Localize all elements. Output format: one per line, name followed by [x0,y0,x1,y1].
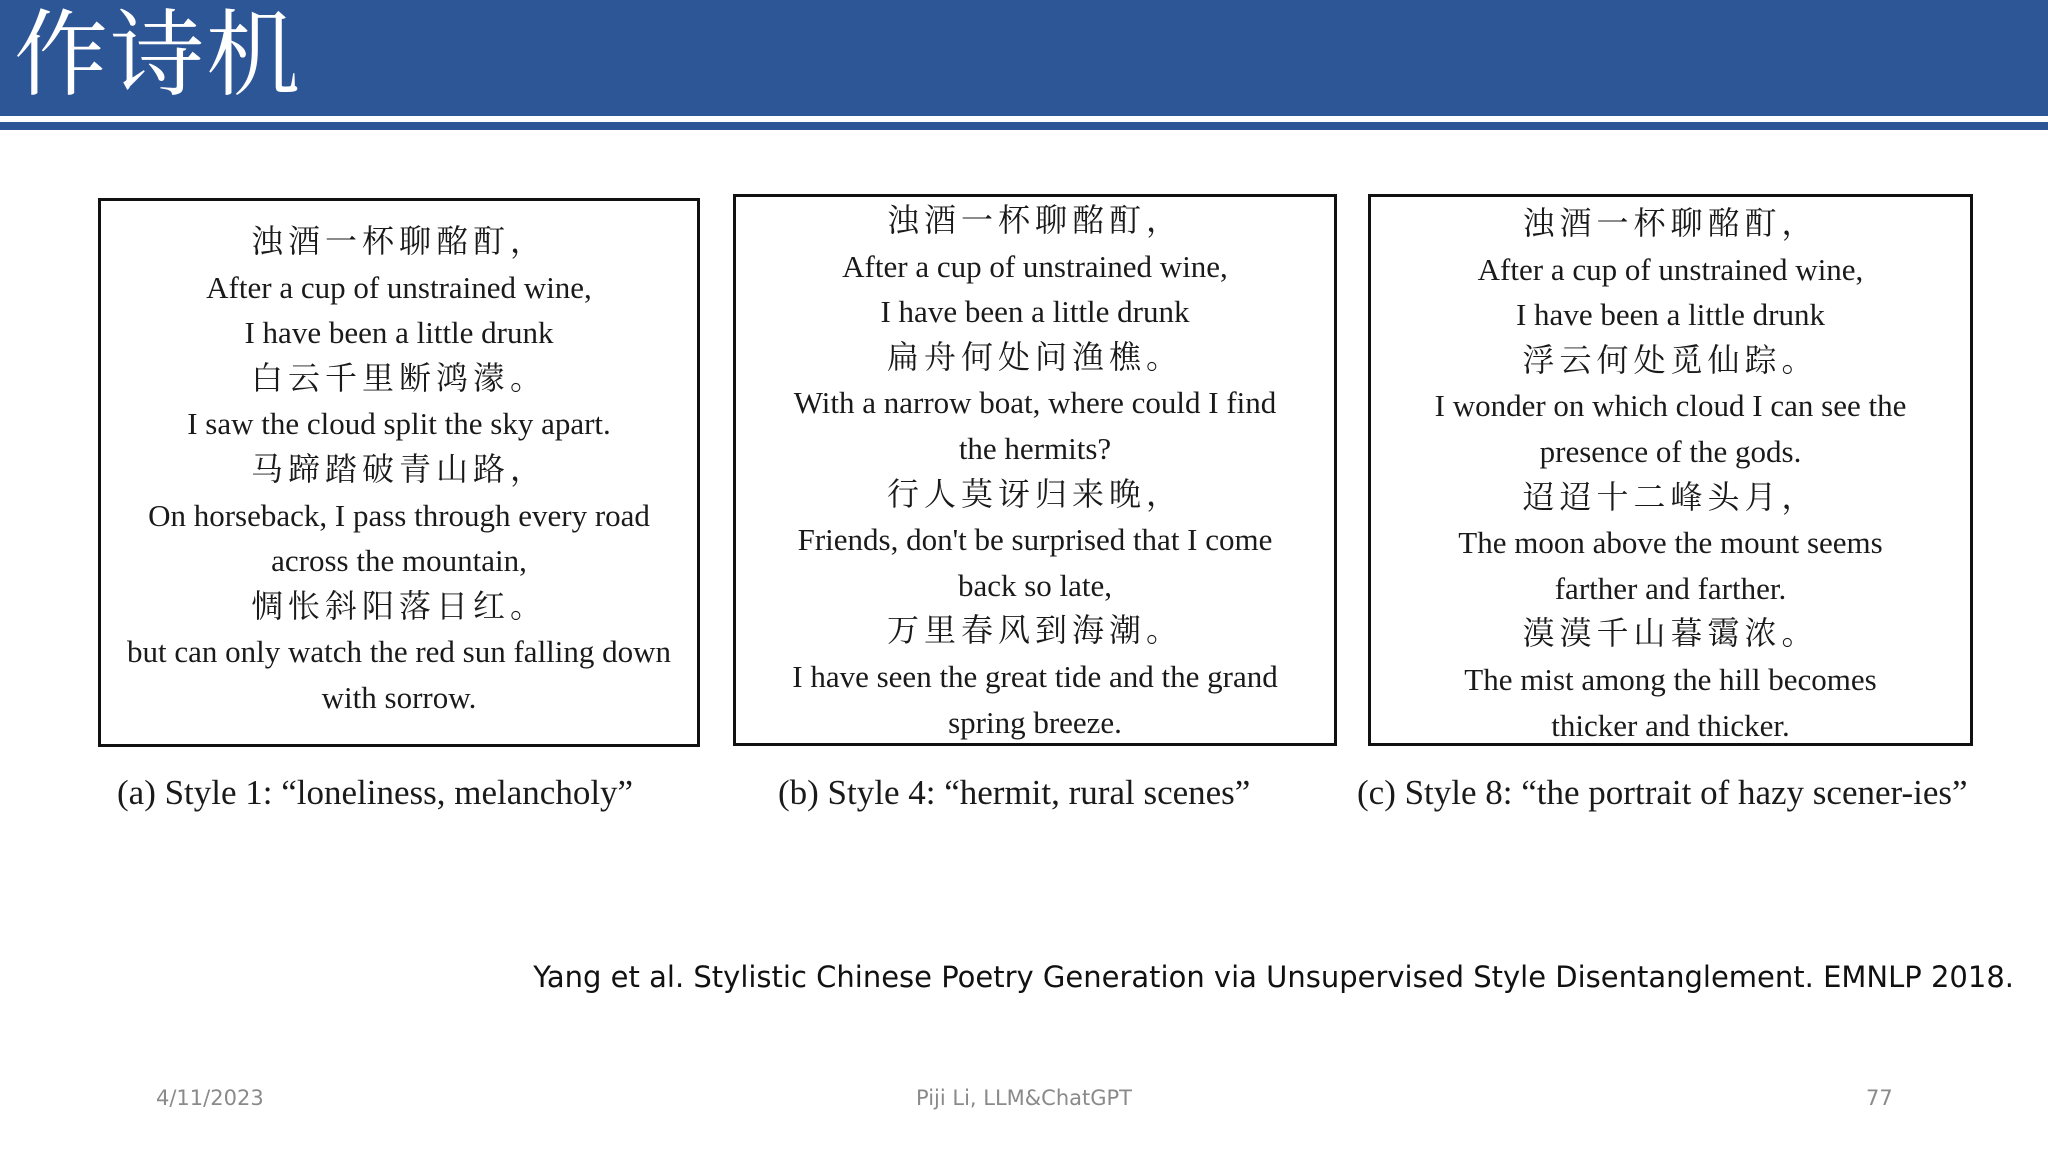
poem-line: the hermits? [958,430,1112,466]
poem-line: 漠漠千山暮霭浓。 [1522,614,1819,653]
poem-line: spring breeze. [948,704,1122,740]
poem-line: I have seen the great tide and the grand [792,658,1278,694]
poem-line: The moon above the mount seems [1458,525,1883,561]
footer-date: 4/11/2023 [156,1086,264,1110]
poem-line: 浊酒一杯聊酩酊， [250,222,547,260]
caption-style-4: (b) Style 4: “hermit, rural scenes” [778,773,1251,812]
poem-box-style-4 [733,194,1337,746]
poem-line: On horseback, I pass through every road [148,497,650,533]
poem-line: presence of the gods. [1539,433,1802,469]
poem-line: Friends, don't be surprised that I come [797,522,1273,558]
poem-line: thicker and thicker. [1551,707,1790,743]
poem-box-style-8 [1368,194,1973,746]
slide-title: 作诗机 [14,1,303,110]
poem-line: After a cup of unstrained wine, [206,269,592,305]
poem-line: I wonder on which cloud I can see the [1434,388,1907,424]
poem-line: I saw the cloud split the sky apart. [187,406,611,442]
poem-line: across the mountain, [271,543,527,579]
poem-line: 白云千里断鸿濛。 [250,358,547,397]
title-underline [0,122,2048,130]
poem-line: 扁舟何处问渔樵。 [886,337,1183,376]
poem-line: I have been a little drunk [880,294,1190,330]
page-number: 77 [1866,1086,1893,1110]
title-bar [0,0,2048,116]
poem-line: 浊酒一杯聊酩酊， [886,201,1183,239]
poem-line: 惆怅斜阳落日红。 [250,586,547,625]
poem-line: 浮云何处觅仙踪。 [1522,340,1819,379]
citation: Yang et al. Stylistic Chinese Poetry Generation via Unsupervised Style Disentanglement. EMNLP 2018. [533,960,2014,994]
poem-line: The mist among the hill becomes [1464,661,1877,697]
poem-line: After a cup of unstrained wine, [842,248,1228,284]
poem-line: 万里春风到海潮。 [886,611,1183,650]
poem-line: 行人莫讶归来晚， [886,474,1183,513]
poem-line: With a narrow boat, where could I find [793,385,1277,421]
poem-line: but can only watch the red sun falling down [126,634,672,670]
poem-line: 马蹄踏破青山路， [250,449,547,488]
caption-style-8: (c) Style 8: “the portrait of hazy scener-ies” [1357,773,1968,812]
poem-line: 迢迢十二峰头月， [1522,477,1819,516]
caption-style-1: (a) Style 1: “loneliness, melancholy” [117,773,634,812]
poem-line: I have been a little drunk [1515,297,1826,333]
poem-line: After a cup of unstrained wine, [1477,251,1864,287]
poem-line: back so late, [957,567,1113,603]
poem-line: I have been a little drunk [244,315,554,351]
poem-box-style-1 [98,198,700,747]
poem-line: 浊酒一杯聊酩酊， [1522,204,1819,242]
poem-line: farther and farther. [1554,570,1787,606]
footer-author: Piji Li, LLM&ChatGPT [916,1086,1132,1110]
poem-line: with sorrow. [321,679,477,715]
